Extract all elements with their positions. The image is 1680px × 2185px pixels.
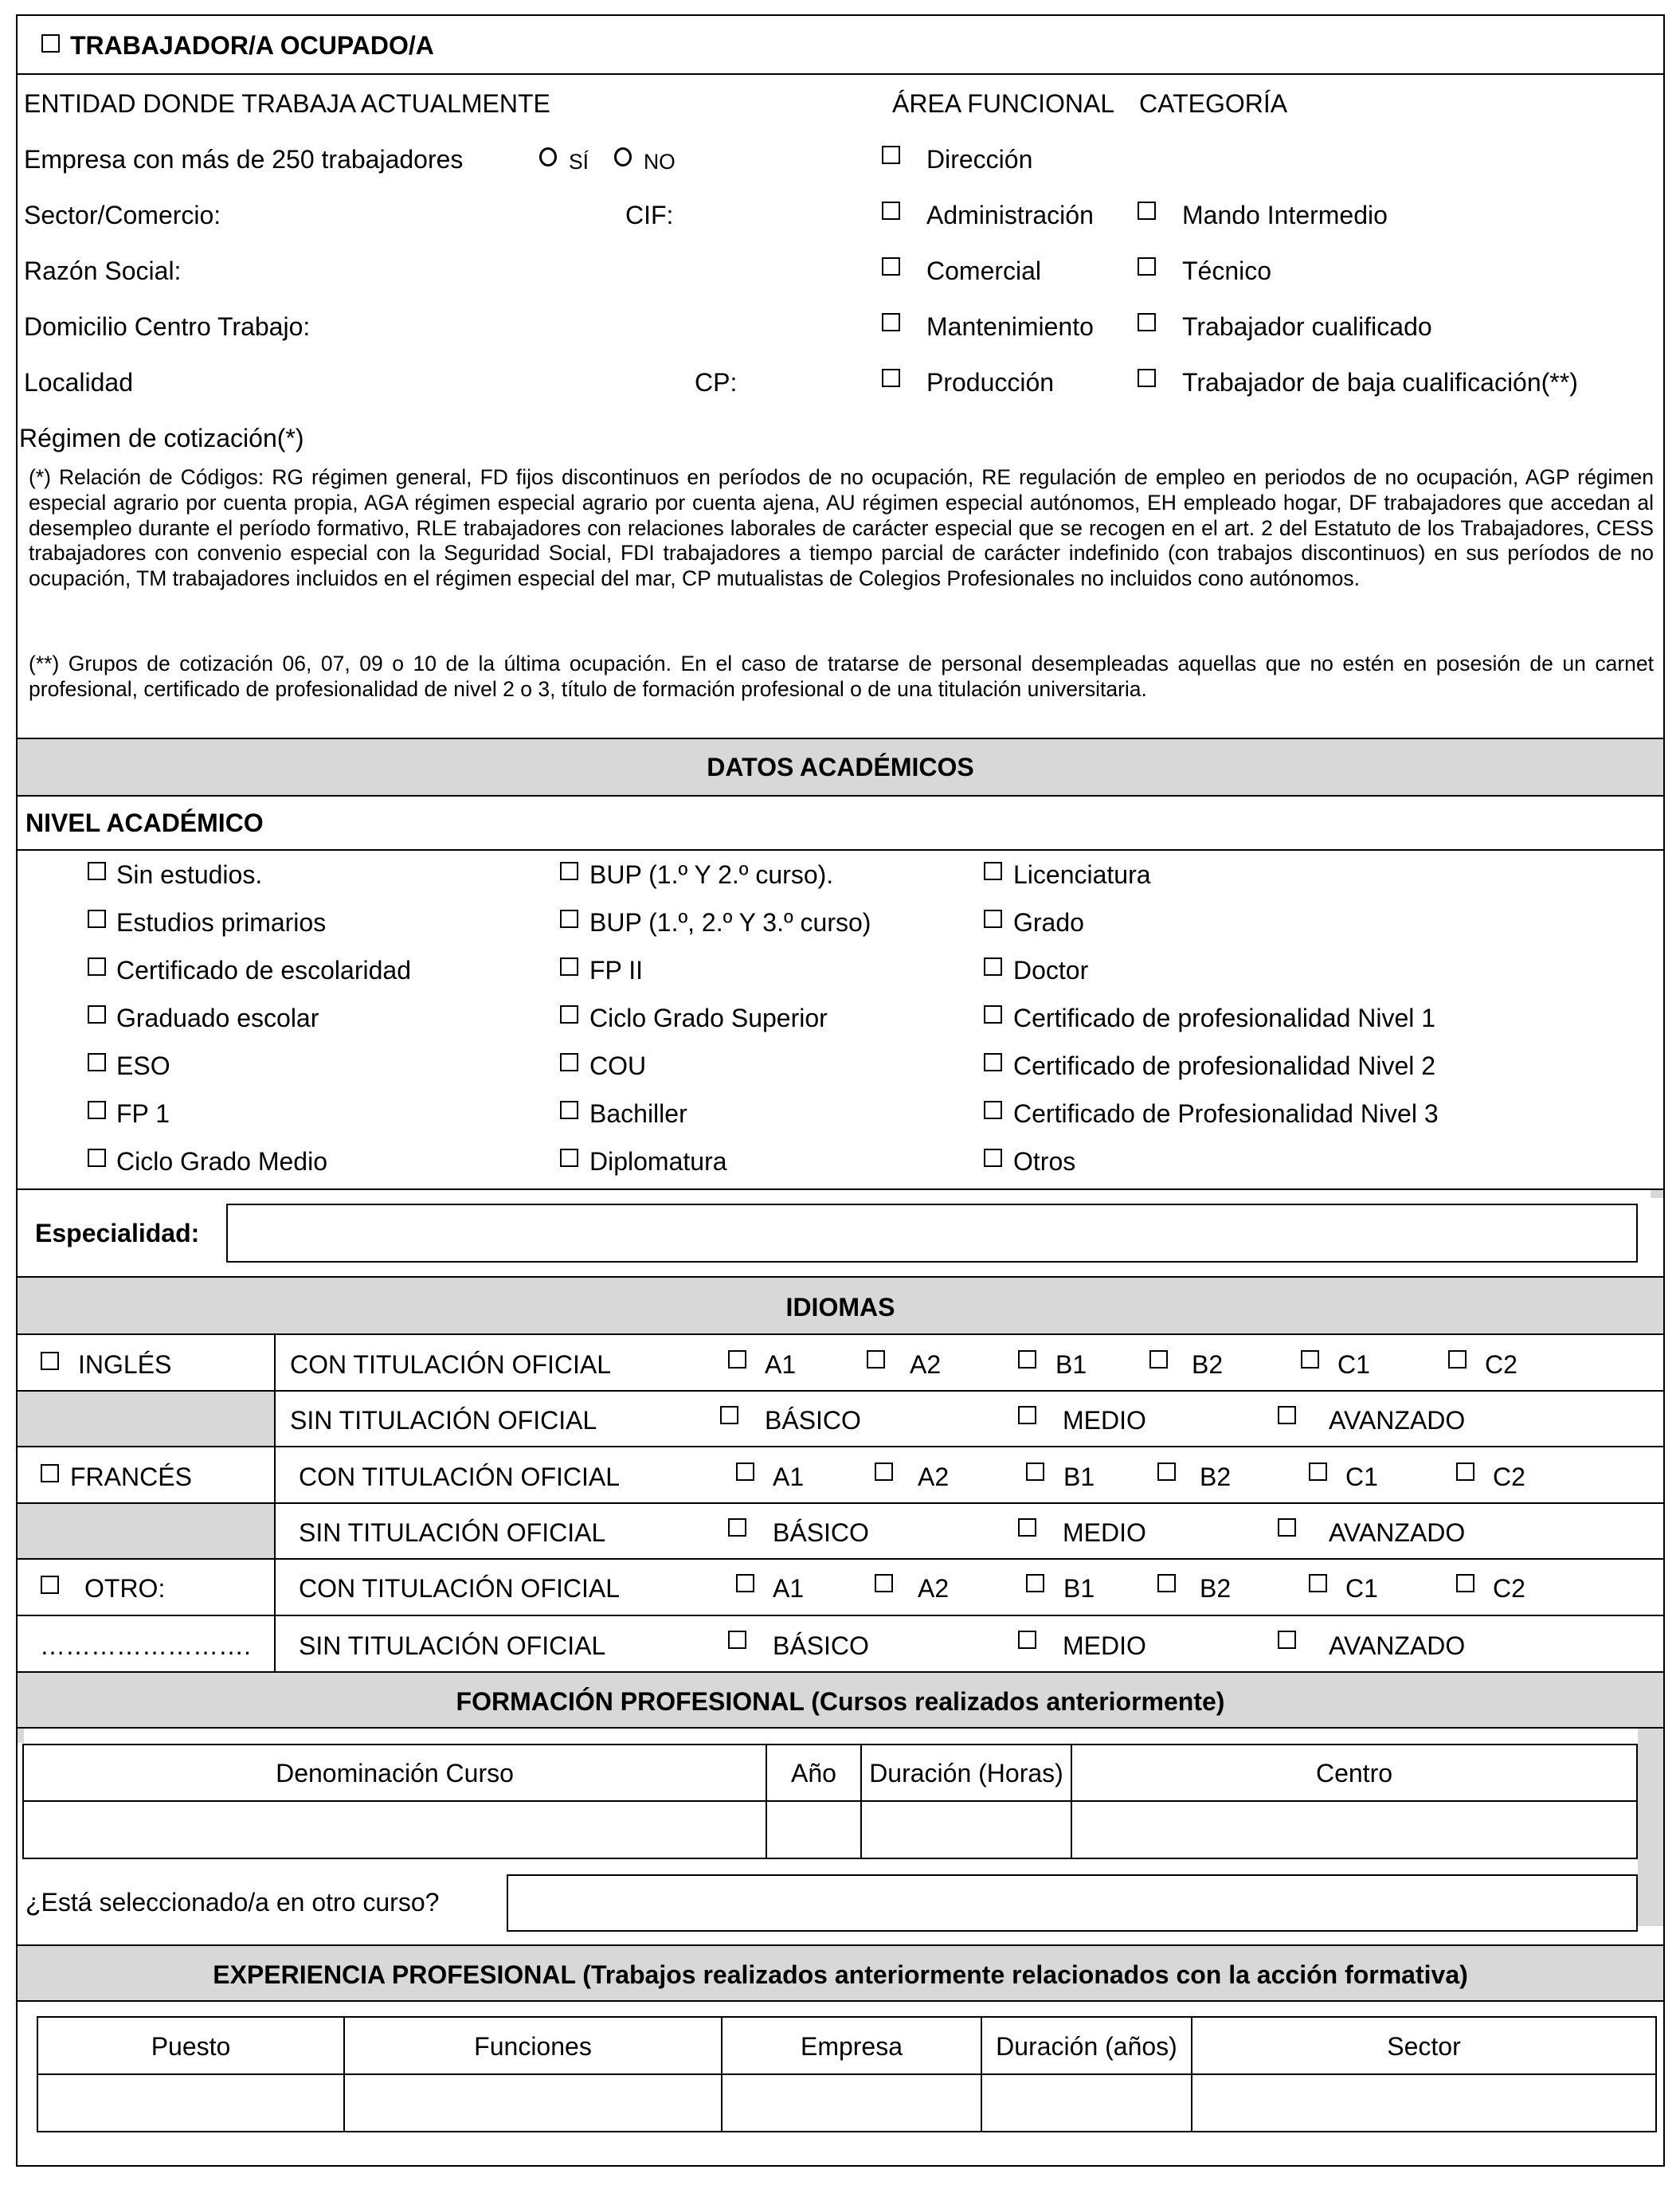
- category-checkbox[interactable]: [1138, 313, 1156, 331]
- academic-checkbox[interactable]: [88, 1005, 106, 1024]
- divider: [16, 1558, 1665, 1560]
- experience-title: EXPERIENCIA PROFESIONAL (Trabajos realizados anteriormente relacionados con la acción formativa): [213, 1960, 1468, 1989]
- sector-label: Sector/Comercio:: [24, 201, 221, 229]
- category-checkbox[interactable]: [1138, 202, 1156, 220]
- academic-checkbox[interactable]: [560, 1053, 578, 1071]
- french-checkbox[interactable]: [41, 1464, 59, 1482]
- academic-checkbox[interactable]: [984, 1149, 1002, 1167]
- category-option: Trabajador de baja cualificación(**): [1182, 368, 1578, 397]
- level-checkbox[interactable]: [1448, 1350, 1467, 1369]
- training-col-header: Centro: [1315, 1759, 1393, 1788]
- with-title-label: CON TITULACIÓN OFICIAL: [299, 1574, 621, 1603]
- training-title: FORMACIÓN PROFESIONAL (Cursos realizados anteriormente): [456, 1687, 1225, 1716]
- academic-option: BUP (1.º, 2.º Y 3.º curso): [589, 908, 871, 937]
- category-checkbox[interactable]: [1138, 369, 1156, 387]
- selected-answer-input[interactable]: [507, 1874, 1638, 1932]
- domicilio-label: Domicilio Centro Trabajo:: [24, 312, 311, 341]
- cp-label: CP:: [695, 368, 738, 397]
- selected-question-label: ¿Está seleccionado/a en otro curso?: [25, 1888, 440, 1917]
- academic-option: Ciclo Grado Medio: [116, 1147, 327, 1176]
- level-checkbox[interactable]: [1157, 1463, 1176, 1481]
- employed-title: TRABAJADOR/A OCUPADO/A: [70, 31, 434, 60]
- academic-checkbox[interactable]: [984, 1101, 1002, 1119]
- experience-sector-cell[interactable]: [1192, 2075, 1655, 2131]
- academic-option: Ciclo Grado Superior: [589, 1004, 828, 1032]
- basic-level-checkbox[interactable]: [720, 1406, 738, 1424]
- training-course-cell[interactable]: [24, 1802, 766, 1858]
- level-label: C2: [1493, 1574, 1525, 1603]
- level-checkbox[interactable]: [736, 1463, 754, 1481]
- level-checkbox[interactable]: [728, 1350, 746, 1369]
- level-label: A2: [910, 1350, 942, 1379]
- level-label: A1: [773, 1463, 805, 1491]
- basic-level-checkbox[interactable]: [728, 1518, 746, 1537]
- area-checkbox[interactable]: [882, 202, 900, 220]
- level-checkbox[interactable]: [1157, 1574, 1176, 1592]
- cif-label: CIF:: [625, 201, 674, 229]
- basic-level-checkbox[interactable]: [728, 1631, 746, 1649]
- specialty-gap-bg: [1651, 1190, 1663, 1198]
- localidad-label: Localidad: [24, 368, 133, 397]
- other-language-dots: …………………….: [40, 1631, 251, 1660]
- with-title-label: CON TITULACIÓN OFICIAL: [299, 1463, 621, 1491]
- level-label: A2: [918, 1574, 950, 1603]
- english-checkbox[interactable]: [41, 1352, 59, 1370]
- level-label: B1: [1063, 1463, 1095, 1491]
- academic-checkbox[interactable]: [984, 957, 1002, 976]
- level-checkbox[interactable]: [1026, 1574, 1044, 1592]
- academic-option: Estudios primarios: [116, 908, 327, 937]
- level-label: C2: [1485, 1350, 1517, 1379]
- training-col-header: Duración (Horas): [869, 1759, 1063, 1788]
- basic-level-checkbox[interactable]: [1278, 1518, 1296, 1537]
- area-option: Comercial: [926, 256, 1042, 285]
- academic-option: Diplomatura: [589, 1147, 727, 1176]
- academic-option: Graduado escolar: [116, 1004, 319, 1032]
- entity-label: ENTIDAD DONDE TRABAJA ACTUALMENTE: [24, 89, 550, 118]
- languages-title: IDIOMAS: [785, 1293, 895, 1322]
- without-title-label: SIN TITULACIÓN OFICIAL: [290, 1406, 597, 1435]
- basic-level-label: AVANZADO: [1329, 1406, 1466, 1435]
- category-option: Mando Intermedio: [1182, 201, 1388, 229]
- area-checkbox[interactable]: [882, 313, 900, 331]
- academic-option: Certificado de profesionalidad Nivel 2: [1013, 1051, 1436, 1080]
- academic-checkbox[interactable]: [984, 1053, 1002, 1071]
- divider: [16, 849, 1665, 851]
- level-label: A1: [773, 1574, 805, 1603]
- language-french-label: FRANCÉS: [70, 1463, 192, 1491]
- training-side-bg: [18, 1729, 24, 1743]
- academic-option: Otros: [1013, 1147, 1076, 1176]
- specialty-input[interactable]: [226, 1204, 1638, 1263]
- specialty-label: Especialidad:: [35, 1219, 200, 1247]
- level-checkbox[interactable]: [736, 1574, 754, 1592]
- level-label: B2: [1200, 1463, 1232, 1491]
- without-title-label: SIN TITULACIÓN OFICIAL: [299, 1631, 606, 1660]
- level-label: B2: [1192, 1350, 1224, 1379]
- category-option: Trabajador cualificado: [1182, 312, 1432, 341]
- divider: [16, 2000, 1665, 2002]
- other-language-checkbox[interactable]: [41, 1576, 59, 1594]
- experience-col-header: Puesto: [151, 2032, 231, 2061]
- experience-position-cell[interactable]: [38, 2075, 343, 2131]
- academic-level-label: NIVEL ACADÉMICO: [25, 809, 264, 837]
- experience-col-header: Empresa: [800, 2032, 903, 2061]
- area-checkbox[interactable]: [882, 257, 900, 276]
- level-checkbox[interactable]: [1309, 1574, 1327, 1592]
- academic-option: Grado: [1013, 908, 1084, 937]
- academic-option: FP II: [589, 956, 643, 985]
- area-option: Dirección: [926, 145, 1033, 174]
- divider: [16, 1333, 1665, 1335]
- level-label: B1: [1063, 1574, 1095, 1603]
- language-blank-cell: [18, 1392, 274, 1446]
- divider: [16, 1446, 1665, 1447]
- language-other-label: OTRO:: [84, 1574, 166, 1603]
- academic-option: Licenciatura: [1013, 860, 1151, 889]
- company-250-label: Empresa con más de 250 trabajadores: [24, 145, 464, 174]
- level-checkbox[interactable]: [1018, 1350, 1036, 1369]
- level-checkbox[interactable]: [875, 1463, 893, 1481]
- training-year-cell[interactable]: [767, 1802, 860, 1858]
- academic-option: BUP (1.º Y 2.º curso).: [589, 860, 834, 889]
- academic-option: Bachiller: [589, 1099, 687, 1128]
- regimen-label: Régimen de cotización(*): [19, 424, 304, 452]
- level-label: C1: [1337, 1350, 1370, 1379]
- area-option: Administración: [926, 201, 1094, 229]
- training-col-header: Denominación Curso: [276, 1759, 514, 1788]
- divider: [274, 1333, 276, 1671]
- academic-checkbox[interactable]: [984, 1005, 1002, 1024]
- basic-level-label: BÁSICO: [773, 1518, 869, 1547]
- level-label: A1: [765, 1350, 797, 1379]
- level-checkbox[interactable]: [875, 1574, 893, 1592]
- academic-option: Certificado de escolaridad: [116, 956, 411, 985]
- academic-option: FP 1: [116, 1099, 170, 1128]
- level-checkbox[interactable]: [1026, 1463, 1044, 1481]
- academic-checkbox[interactable]: [560, 1149, 578, 1167]
- training-col-header: Año: [791, 1759, 836, 1788]
- area-label: ÁREA FUNCIONAL: [892, 89, 1115, 118]
- academic-checkbox[interactable]: [984, 910, 1002, 928]
- divider: [16, 1615, 1665, 1616]
- divider: [16, 73, 1665, 75]
- training-side-bg: [1638, 1729, 1663, 1926]
- employed-checkbox[interactable]: [41, 34, 60, 53]
- academic-checkbox[interactable]: [88, 1053, 106, 1071]
- language-english-label: INGLÉS: [78, 1350, 172, 1379]
- basic-level-label: MEDIO: [1063, 1406, 1146, 1435]
- academic-option: Sin estudios.: [116, 860, 263, 889]
- experience-functions-cell[interactable]: [345, 2075, 721, 2131]
- level-label: C1: [1345, 1463, 1378, 1491]
- experience-col-header: Duración (años): [996, 2032, 1177, 2061]
- basic-level-checkbox[interactable]: [1018, 1406, 1036, 1424]
- training-center-cell[interactable]: [1072, 1802, 1636, 1858]
- academic-checkbox[interactable]: [560, 957, 578, 976]
- with-title-label: CON TITULACIÓN OFICIAL: [290, 1350, 612, 1379]
- yes-radio[interactable]: [539, 147, 557, 166]
- academic-checkbox[interactable]: [560, 1005, 578, 1024]
- basic-level-checkbox[interactable]: [1278, 1406, 1296, 1424]
- level-checkbox[interactable]: [867, 1350, 885, 1369]
- level-label: C2: [1493, 1463, 1525, 1491]
- level-checkbox[interactable]: [1456, 1574, 1474, 1592]
- basic-level-label: BÁSICO: [773, 1631, 869, 1660]
- basic-level-label: MEDIO: [1063, 1518, 1146, 1547]
- area-option: Producción: [926, 368, 1055, 397]
- cotizacion-groups-note: (**) Grupos de cotización 06, 07, 09 o 10 de la última ocupación. En el caso de tratarse de personal desempleadas aquellas que no estén en posesión de un carnet profesional, certificado de profesionalidad de nivel 2 o 3, título de formación profesional o de una titulación universitaria.: [29, 652, 1654, 701]
- academic-option: Certificado de Profesionalidad Nivel 3: [1013, 1099, 1439, 1128]
- category-label: CATEGORÍA: [1139, 89, 1288, 118]
- area-checkbox[interactable]: [882, 146, 900, 164]
- area-checkbox[interactable]: [882, 369, 900, 387]
- experience-col-header: Funciones: [474, 2032, 592, 2061]
- no-radio[interactable]: [614, 147, 632, 166]
- academic-checkbox[interactable]: [560, 1101, 578, 1119]
- without-title-label: SIN TITULACIÓN OFICIAL: [299, 1518, 606, 1547]
- area-option: Mantenimiento: [926, 312, 1094, 341]
- basic-level-checkbox[interactable]: [1018, 1631, 1036, 1649]
- training-duration-cell[interactable]: [862, 1802, 1071, 1858]
- basic-level-checkbox[interactable]: [1278, 1631, 1296, 1649]
- razon-label: Razón Social:: [24, 256, 182, 285]
- yes-label: SÍ: [569, 150, 589, 174]
- level-checkbox[interactable]: [1309, 1463, 1327, 1481]
- experience-company-cell[interactable]: [723, 2075, 981, 2131]
- academic-option: Certificado de profesionalidad Nivel 1: [1013, 1004, 1436, 1032]
- academic-checkbox[interactable]: [560, 862, 578, 880]
- academic-checkbox[interactable]: [88, 1101, 106, 1119]
- basic-level-label: AVANZADO: [1329, 1631, 1466, 1660]
- divider: [16, 1188, 1665, 1190]
- language-blank-cell: [18, 1504, 274, 1558]
- academic-checkbox[interactable]: [88, 1149, 106, 1167]
- academic-option: COU: [589, 1051, 647, 1080]
- category-checkbox[interactable]: [1138, 257, 1156, 276]
- academic-checkbox[interactable]: [88, 862, 106, 880]
- divider: [16, 795, 1665, 797]
- level-label: B1: [1055, 1350, 1087, 1379]
- basic-level-label: AVANZADO: [1329, 1518, 1466, 1547]
- experience-col-header: Sector: [1387, 2032, 1461, 2061]
- level-checkbox[interactable]: [1301, 1350, 1319, 1369]
- academic-title: DATOS ACADÉMICOS: [707, 753, 974, 781]
- academic-checkbox[interactable]: [88, 957, 106, 976]
- level-label: B2: [1200, 1574, 1232, 1603]
- academic-option: Doctor: [1013, 956, 1089, 985]
- basic-level-label: MEDIO: [1063, 1631, 1146, 1660]
- academic-checkbox[interactable]: [984, 862, 1002, 880]
- level-checkbox[interactable]: [1456, 1463, 1474, 1481]
- academic-option: ESO: [116, 1051, 170, 1080]
- regimen-codes-note: (*) Relación de Códigos: RG régimen general, FD fijos discontinuos en períodos de no ocupación, RE regulación de empleo en periodos de no ocupación, AGP régimen especial agrario por cuenta propia, AGA régimen especial agrario por cuenta ajena, AU régimen especial autónomos, EH empleado hogar, DF trabajadores que accedan al desempleo durante el período formativo, RLE trabajadores con relaciones laborales de carácter especial que se recogen en el art. 2 del Estatuto de los Trabajadores, CESS trabajadores con convenio especial con la Seguridad Social, FDI trabajadores a tiempo parcial de carácter indefinido (con trabajos discontinuos) en sus períodos de no ocupación, TM trabajadores incluidos en el régimen especial del mar, CP mutualistas de Colegios Profesionales no incluidos cono autónomos.: [29, 465, 1654, 591]
- no-label: NO: [644, 150, 676, 174]
- academic-checkbox[interactable]: [88, 910, 106, 928]
- level-checkbox[interactable]: [1149, 1350, 1168, 1369]
- basic-level-checkbox[interactable]: [1018, 1518, 1036, 1537]
- basic-level-label: BÁSICO: [765, 1406, 861, 1435]
- experience-duration-cell[interactable]: [982, 2075, 1191, 2131]
- level-label: C1: [1345, 1574, 1378, 1603]
- category-option: Técnico: [1182, 256, 1272, 285]
- divider: [16, 1727, 1665, 1729]
- level-label: A2: [918, 1463, 950, 1491]
- academic-checkbox[interactable]: [560, 910, 578, 928]
